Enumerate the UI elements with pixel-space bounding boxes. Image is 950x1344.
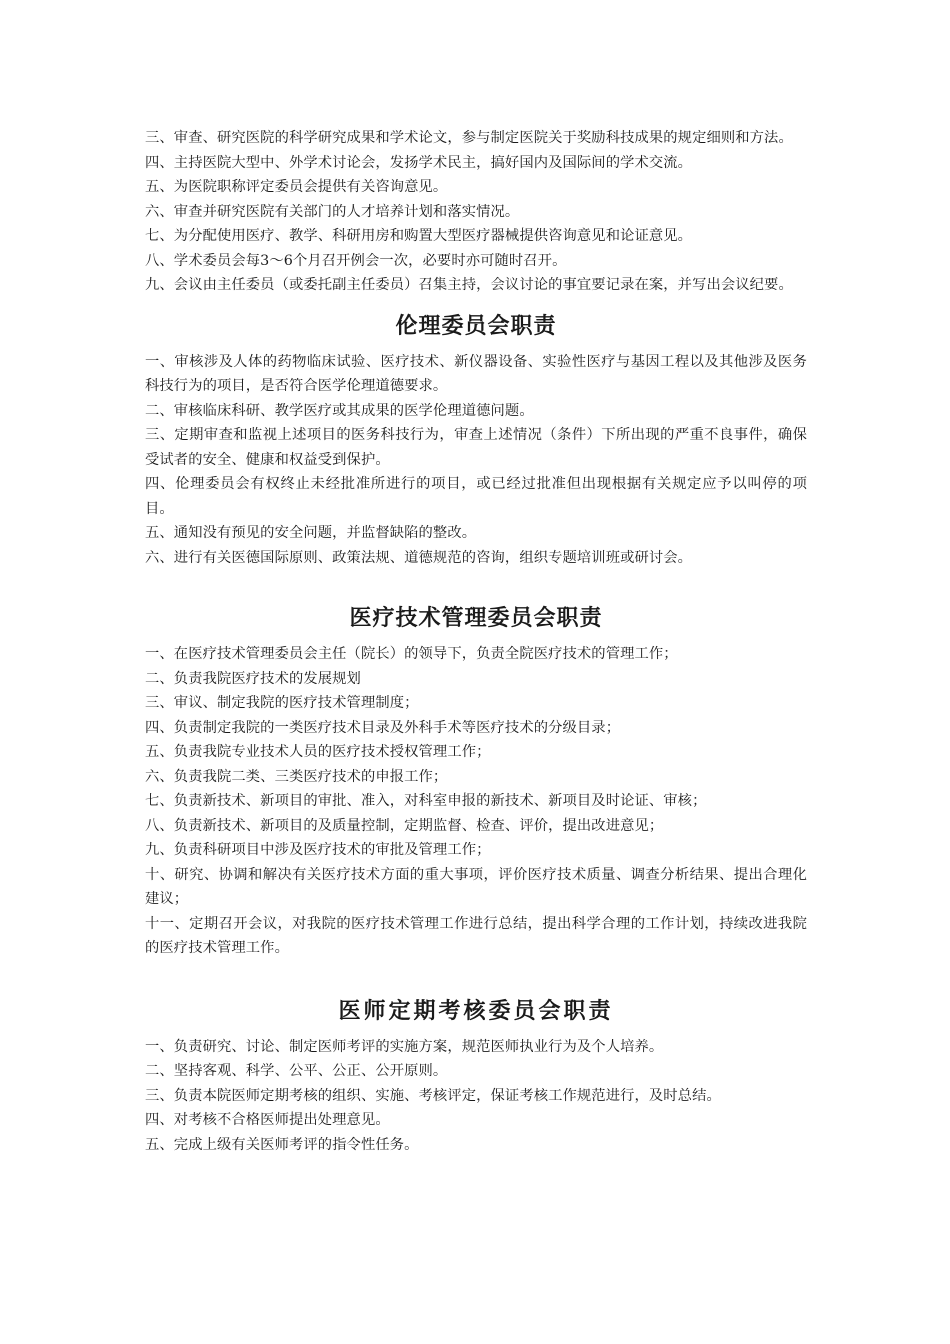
list-item: 一、负责研究、讨论、制定医师考评的实施方案，规范医师执业行为及个人培养。 [145, 1038, 664, 1055]
medical-tech-committee-title: 医疗技术管理委员会职责 [349, 605, 603, 631]
list-item: 二、审核临床科研、教学医疗或其成果的医学伦理道德问题。 [145, 402, 534, 419]
list-item: 三、审查、研究医院的科学研究成果和学术论文，参与制定医院关于奖励科技成果的规定细则和方法。 [145, 130, 793, 146]
list-item: 六、进行有关医德国际原则、政策法规、道德规范的咨询，组织专题培训班或研讨会。 [145, 549, 693, 566]
list-item: 九、负责科研项目中涉及医疗技术的审批及管理工作； [145, 842, 491, 858]
list-item: 五、通知没有预见的安全问题，并监督缺陷的整改。 [145, 525, 477, 541]
list-item: 三、负责本院医师定期考核的组织、实施、考核评定，保证考核工作规范进行，及时总结。 [145, 1087, 721, 1104]
list-item: 五、负责我院专业技术人员的医疗技术授权管理工作； [145, 744, 491, 760]
ethics-committee-title: 伦理委员会职责 [395, 312, 557, 339]
physician-assessment-committee-title: 医师定期考核委员会职责 [338, 997, 614, 1024]
list-item: 八、负责新技术、新项目的及质量控制，定期监督、检查、评价，提出改进意见； [145, 817, 664, 834]
list-item: 四、主持医院大型中、外学术讨论会，发扬学术民主，搞好国内及国际间的学术交流。 [145, 154, 693, 171]
document-content [145, 126, 807, 1157]
list-item: 一、审核涉及人体的药物临床试验、医疗技术、新仪器设备、实验性医疗与基因工程以及其他涉及医务科技行为的项目，是否符合医学伦理道德要求。 [145, 353, 807, 394]
list-item: 四、伦理委员会有权终止未经批准所进行的项目，或已经过批准但出现根据有关规定应予以叫停的项目。 [145, 476, 807, 517]
list-item: 七、为分配使用医疗、教学、科研用房和购置大型医疗器械提供咨询意见和论证意见。 [145, 228, 693, 244]
list-item: 三、定期审查和监视上述项目的医务科技行为，审查上述情况（条件）下所出现的严重不良事件，确保受试者的安全、健康和权益受到保护。 [145, 427, 807, 468]
list-item: 一、在医疗技术管理委员会主任（院长）的领导下，负责全院医疗技术的管理工作； [145, 646, 678, 662]
list-item: 七、负责新技术、新项目的审批、准入，对科室申报的新技术、新项目及时论证、审核； [145, 793, 707, 809]
physician-assessment-committee-duties [145, 1035, 807, 1158]
list-item: 二、坚持客观、科学、公平、公正、公开原则。 [145, 1063, 448, 1079]
list-item: 四、对考核不合格医师提出处理意见。 [145, 1112, 390, 1128]
medical-tech-committee-duties [145, 642, 807, 961]
list-item: 四、负责制定我院的一类医疗技术目录及外科手术等医疗技术的分级目录； [145, 719, 621, 736]
list-item: 六、审查并研究医院有关部门的人才培养计划和落实情况。 [145, 203, 520, 220]
list-item: 二、负责我院医疗技术的发展规划 [145, 670, 361, 687]
list-item: 六、负责我院二类、三类医疗技术的申报工作； [145, 768, 448, 785]
list-item: 九、会议由主任委员（或委托副主任委员）召集主持，会议讨论的事宜要记录在案，并写出会议纪要。 [145, 277, 793, 293]
list-item: 十、研究、协调和解决有关医疗技术方面的重大事项，评价医疗技术质量、调查分析结果、提出合理化建议； [145, 866, 807, 907]
ethics-committee-duties [145, 350, 807, 571]
academic-committee-continued [145, 126, 807, 298]
list-item: 五、为医院职称评定委员会提供有关咨询意见。 [145, 179, 448, 195]
list-item: 五、完成上级有关医师考评的指令性任务。 [145, 1136, 419, 1153]
list-item: 三、审议、制定我院的医疗技术管理制度； [145, 695, 419, 711]
list-item: 十一、定期召开会议，对我院的医疗技术管理工作进行总结，提出科学合理的工作计划，持续改进我院的医疗技术管理工作。 [145, 915, 807, 956]
list-item: 八、学术委员会每3～6个月召开例会一次，必要时亦可随时召开。 [145, 252, 567, 269]
